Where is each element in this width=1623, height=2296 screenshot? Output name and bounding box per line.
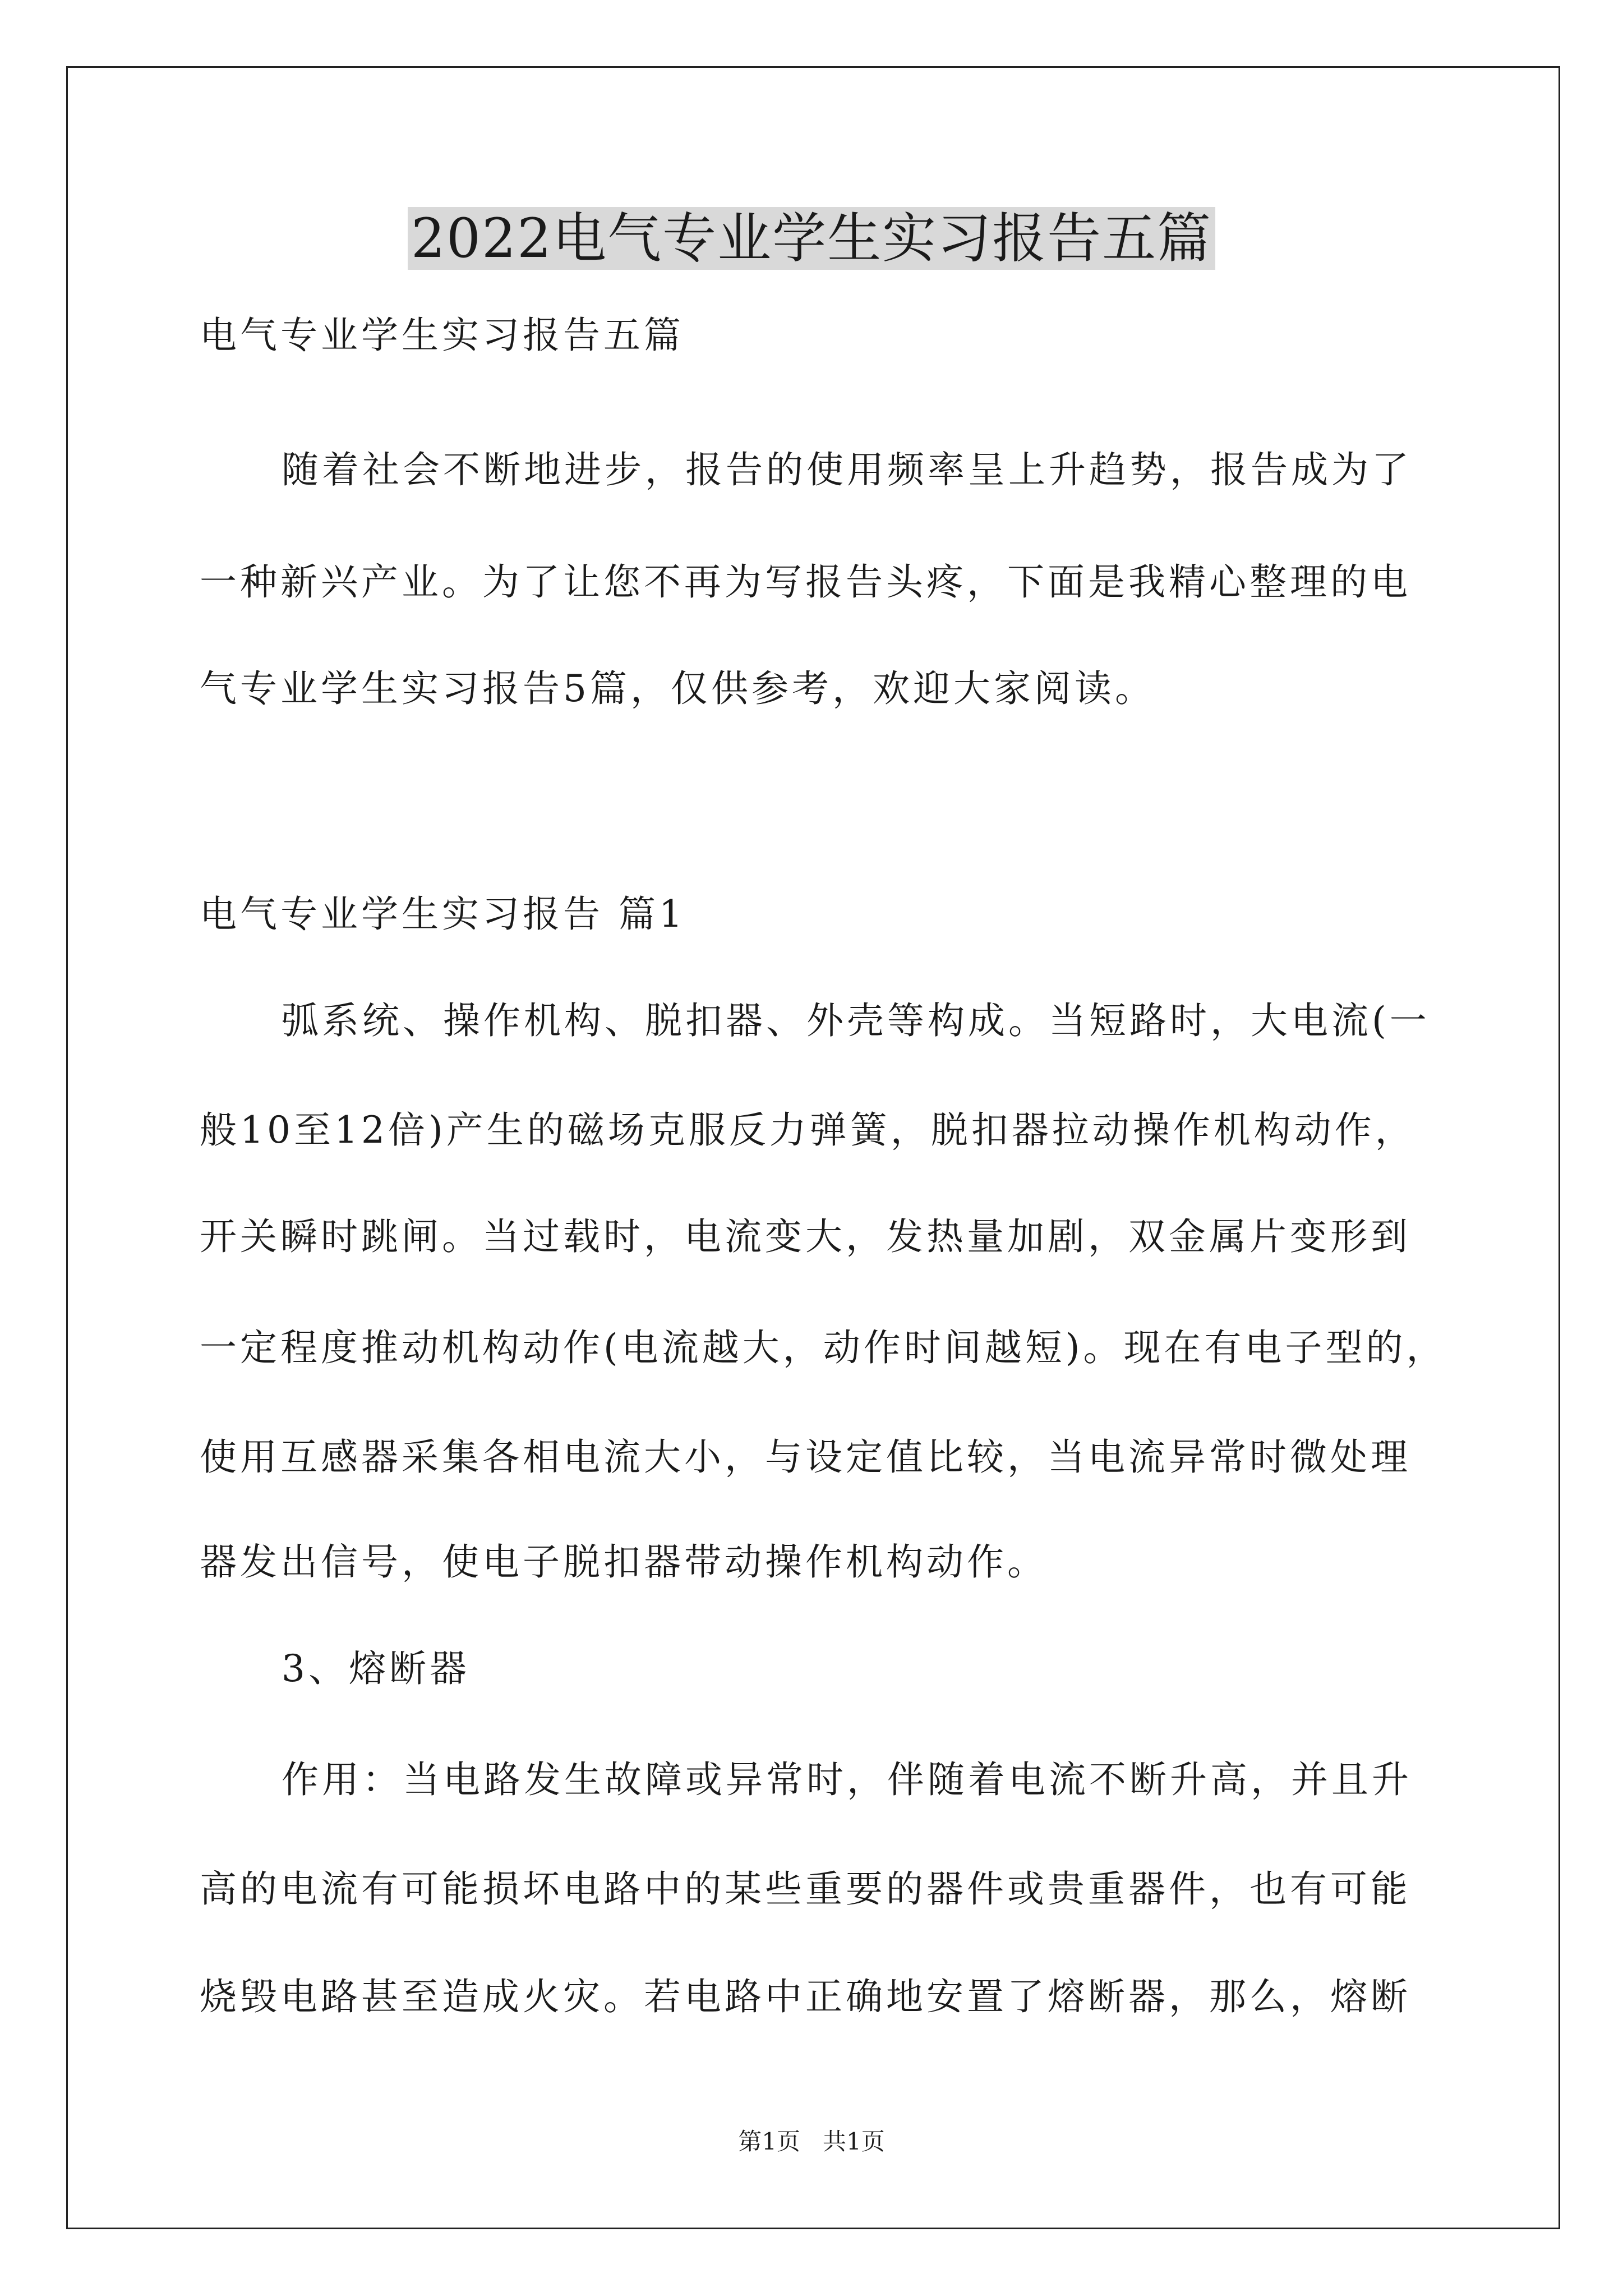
para1-line-3: 开关瞬时跳闸。当过载时，电流变大，发热量加剧，双金属片变形到 [200,1215,1411,1258]
para1-line-4: 一定程度推动机构动作(电流越大，动作时间越短)。现在有电子型的， [200,1326,1447,1369]
page-number: 第1页 [738,2128,800,2155]
para2-line-1: 作用：当电路发生故障或异常时，伴随着电流不断升高，并且升 [282,1758,1412,1801]
page-footer [0,2125,1623,2159]
section-heading: 电气专业学生实习报告 篇1 [200,892,686,936]
intro-line-3: 气专业学生实习报告5篇，仅供参考，欢迎大家阅读。 [200,667,1155,710]
item-heading: 3、熔断器 [282,1647,470,1690]
para1-line-1: 弧系统、操作机构、脱扣器、外壳等构成。当短路时，大电流(一 [282,999,1430,1042]
document-title-text: 2022电气专业学生实习报告五篇 [408,207,1215,270]
para1-line-6: 器发出信号，使电子脱扣器带动操作机构动作。 [200,1540,1048,1584]
page-total: 共1页 [823,2128,885,2155]
para2-line-2: 高的电流有可能损坏电路中的某些重要的器件或贵重器件，也有可能 [200,1867,1411,1911]
para1-line-5: 使用互感器采集各相电流大小，与设定值比较，当电流异常时微处理 [200,1435,1411,1479]
intro-line-2: 一种新兴产业。为了让您不再为写报告头疼，下面是我精心整理的电 [200,560,1411,604]
intro-line-1: 随着社会不断地进步，报告的使用频率呈上升趋势，报告成为了 [282,448,1412,491]
para2-line-3: 烧毁电路甚至造成火灾。若电路中正确地安置了熔断器，那么，熔断 [200,1975,1411,2018]
document-title [0,202,1623,275]
para1-line-2: 般10至12倍)产生的磁场克服反力弹簧，脱扣器拉动操作机构动作， [200,1108,1415,1152]
subtitle: 电气专业学生实习报告五篇 [200,314,684,357]
